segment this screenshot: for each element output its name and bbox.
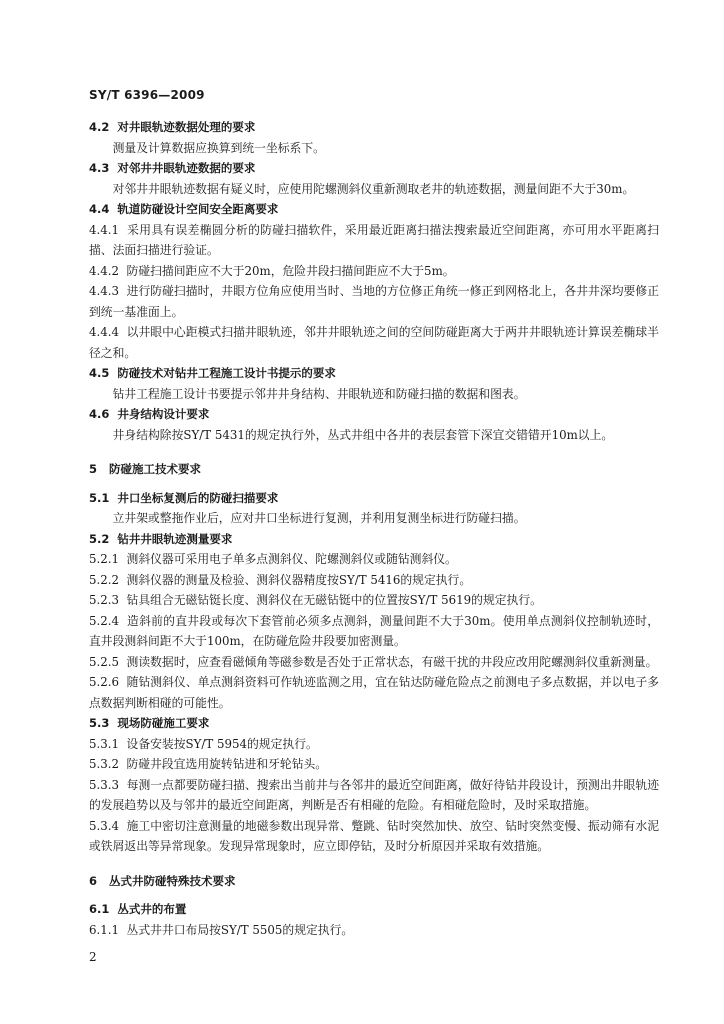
clause-text: 进行防碰扫描时，井眼方位角应使用当时、当地的方位修正角统一修正到网格北上，各井井深均要修正到统一基准面上。 bbox=[89, 284, 659, 319]
numbered-clause bbox=[89, 281, 659, 322]
body-paragraph bbox=[89, 179, 659, 200]
clause-text: 钻井工程施工设计书要提示邻井井身结构、井眼轨迹和防碰扫描的数据和图表。 bbox=[112, 386, 526, 401]
clause-number: 5.2.2 bbox=[89, 572, 120, 587]
clause-text: 测量及计算数据应换算到统一坐标系下。 bbox=[112, 140, 325, 155]
chapter-heading bbox=[89, 871, 659, 892]
clause-text: 现场防碰施工要求 bbox=[117, 716, 210, 730]
numbered-clause bbox=[89, 549, 659, 570]
clause-number: 5.3.3 bbox=[89, 777, 120, 792]
clause-text: 测读数据时，应查看磁倾角等磁参数是否处于正常状态，有磁干扰的井段应改用陀螺测斜仪重新测量。 bbox=[126, 654, 658, 669]
numbered-clause bbox=[89, 754, 659, 775]
body-paragraph bbox=[89, 508, 659, 529]
clause-text: 采用具有误差椭圆分析的防碰扫描软件，采用最近距离扫描法搜索最近空间距离，亦可用水平距离扫描、法面扫描进行验证。 bbox=[89, 222, 660, 257]
numbered-clause bbox=[89, 590, 659, 611]
section-heading bbox=[89, 529, 659, 550]
clause-number: 5.2.5 bbox=[89, 654, 120, 669]
clause-number: 5 bbox=[89, 462, 98, 476]
numbered-clause bbox=[89, 570, 659, 591]
clause-text: 丛式井的布置 bbox=[117, 902, 187, 916]
clause-text: 丛式井防碰特殊技术要求 bbox=[109, 873, 236, 888]
body-paragraph bbox=[89, 425, 659, 446]
numbered-clause bbox=[89, 261, 659, 282]
clause-text: 井身结构除按SY/T 5431的规定执行外，丛式井组中各井的表层套管下深宜交错错开10m以上。 bbox=[112, 427, 614, 442]
clause-text: 以井眼中心距模式扫描井眼轨迹，邻井井眼轨迹之间的空间防碰距离大于两井井眼轨迹计算误差椭球半径之和。 bbox=[89, 325, 659, 360]
section-heading bbox=[89, 488, 659, 509]
clause-text: 轨道防碰设计空间安全距离要求 bbox=[117, 202, 279, 216]
clause-text: 防碰技术对钻井工程施工设计书提示的要求 bbox=[117, 366, 336, 380]
body-content bbox=[89, 117, 659, 940]
clause-number: 5.3 bbox=[89, 716, 110, 730]
numbered-clause bbox=[89, 734, 659, 755]
clause-text: 造斜前的直井段或每次下套管前必须多点测斜，测量间距不大于30m。使用单点测斜仪控制轨迹时，直井段测斜间距不大于100m，在防碰危险井段要加密测量。 bbox=[89, 613, 660, 648]
clause-text: 设备安装按SY/T 5954的规定执行。 bbox=[126, 736, 318, 751]
clause-number: 5.1 bbox=[89, 490, 110, 505]
numbered-clause bbox=[89, 816, 659, 857]
numbered-clause bbox=[89, 775, 659, 816]
clause-number: 6 bbox=[89, 873, 98, 888]
section-heading bbox=[89, 158, 659, 179]
clause-text: 防碰扫描间距应不大于20m，危险井段扫描间距应不大于5m。 bbox=[126, 263, 455, 278]
clause-text: 测斜仪器的测量及检验、测斜仪器精度按SY/T 5416的规定执行。 bbox=[126, 572, 472, 587]
clause-number: 5.3.1 bbox=[89, 736, 120, 751]
clause-text: 井口坐标复测后的防碰扫描要求 bbox=[117, 490, 279, 505]
clause-number: 4.4 bbox=[89, 202, 110, 216]
clause-text: 丛式井井口布局按SY/T 5505的规定执行。 bbox=[126, 922, 354, 937]
clause-text: 对邻井井眼轨迹数据的要求 bbox=[117, 161, 256, 175]
page-number: 2 bbox=[89, 950, 97, 964]
clause-number: 4.4.2 bbox=[89, 263, 120, 278]
standard-header: SY/T 6396—2009 bbox=[89, 88, 205, 102]
clause-text: 每测一点都要防碰扫描、搜索出当前井与各邻井的最近空间距离，做好待钻井段设计，预测出井眼轨迹的发展趋势以及与邻井的最近空间距离，判断是否有相碰的危险。有相碰危险时，及时采取措施。 bbox=[89, 777, 659, 812]
clause-text: 随钻测斜仪、单点测斜资料可作轨迹监测之用，宜在钻达防碰危险点之前测电子多点数据，并以电子多点数据判断相碰的可能性。 bbox=[89, 675, 659, 710]
clause-text: 井身结构设计要求 bbox=[117, 407, 210, 421]
clause-number: 5.2.4 bbox=[89, 613, 120, 628]
clause-text: 立井架或整拖作业后，应对井口坐标进行复测，并利用复测坐标进行防碰扫描。 bbox=[112, 511, 526, 525]
clause-text: 防碰施工技术要求 bbox=[109, 462, 202, 476]
clause-number: 5.2 bbox=[89, 531, 110, 546]
clause-text: 对井眼轨迹数据处理的要求 bbox=[117, 120, 256, 134]
clause-number: 6.1 bbox=[89, 902, 110, 916]
chapter-heading bbox=[89, 459, 659, 480]
clause-number: 6.1.1 bbox=[89, 922, 120, 937]
clause-number: 5.3.2 bbox=[89, 757, 120, 771]
section-heading bbox=[89, 404, 659, 425]
clause-number: 5.2.6 bbox=[89, 675, 120, 689]
clause-number: 5.2.1 bbox=[89, 552, 120, 566]
numbered-clause bbox=[89, 672, 659, 713]
clause-number: 5.3.4 bbox=[89, 818, 120, 833]
clause-number: 4.6 bbox=[89, 407, 110, 421]
clause-text: 测斜仪器可采用电子单多点测斜仪、陀螺测斜仪或随钻测斜仪。 bbox=[126, 552, 457, 566]
clause-text: 施工中密切注意测量的地磁参数出现异常、蹩跳、钻时突然加快、放空、钻时突然变慢、振动筛有水泥或铁屑返出等异常现象。发现异常现象时，应立即停钻，及时分析原因并采取有效措施。 bbox=[89, 818, 659, 853]
numbered-clause bbox=[89, 652, 659, 673]
clause-text: 钻井井眼轨迹测量要求 bbox=[117, 531, 233, 546]
section-heading bbox=[89, 117, 659, 138]
section-heading bbox=[89, 899, 659, 920]
clause-number: 4.4.3 bbox=[89, 284, 120, 298]
clause-text: 钻具组合无磁钻铤长度、测斜仪在无磁钻铤中的位置按SY/T 5619的规定执行。 bbox=[126, 593, 542, 607]
clause-number: 4.4.4 bbox=[89, 325, 120, 339]
clause-number: 4.5 bbox=[89, 366, 110, 380]
clause-text: 防碰井段宜选用旋转钻进和牙轮钻头。 bbox=[126, 757, 328, 771]
body-paragraph bbox=[89, 384, 659, 405]
section-heading bbox=[89, 713, 659, 734]
clause-number: 4.4.1 bbox=[89, 222, 120, 237]
numbered-clause bbox=[89, 920, 659, 941]
numbered-clause bbox=[89, 220, 659, 261]
numbered-clause bbox=[89, 322, 659, 363]
section-heading bbox=[89, 363, 659, 384]
numbered-clause bbox=[89, 611, 659, 652]
clause-number: 4.2 bbox=[89, 120, 110, 134]
section-heading bbox=[89, 199, 659, 220]
clause-number: 5.2.3 bbox=[89, 593, 120, 607]
clause-text: 对邻井井眼轨迹数据有疑义时，应使用陀螺测斜仪重新测取老井的轨迹数据，测量间距不大于30m。 bbox=[112, 181, 635, 196]
body-paragraph bbox=[89, 138, 659, 159]
clause-number: 4.3 bbox=[89, 161, 110, 175]
